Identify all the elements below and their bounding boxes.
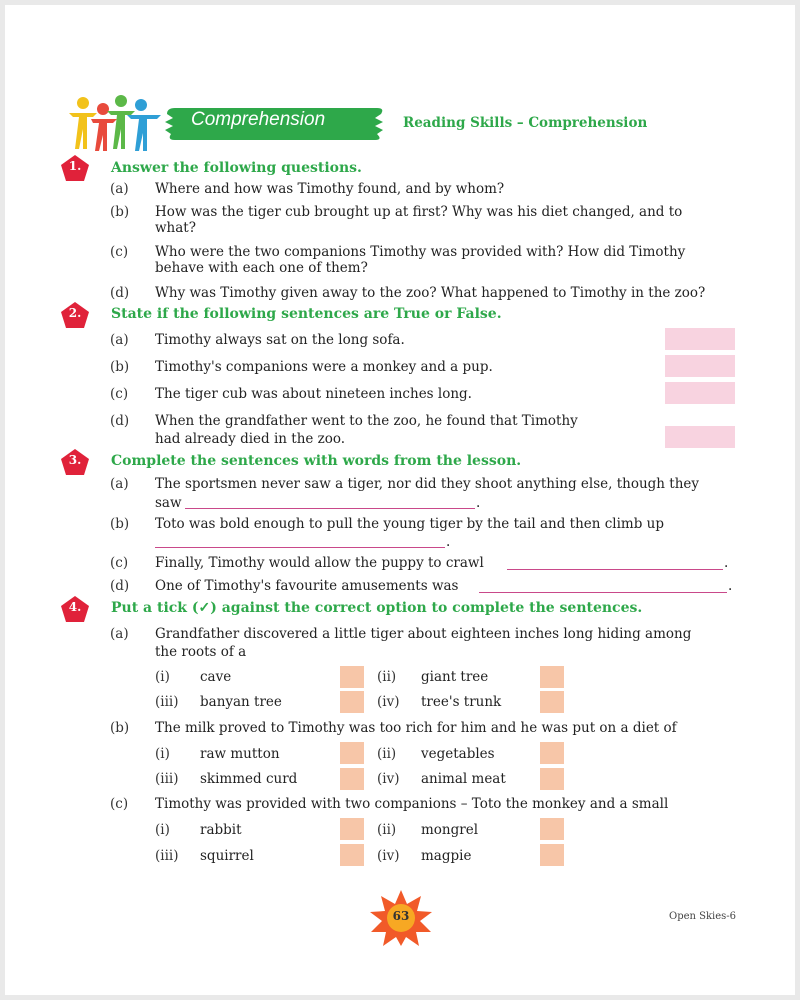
option-label: (iv) [377,694,400,710]
item-label: (d) [110,413,130,429]
tick-box[interactable] [540,768,564,790]
page-number: 63 [392,909,410,923]
question-text: Where and how was Timothy found, and by whom? [155,181,505,197]
option-text: rabbit [200,822,242,838]
option-label: (iv) [377,848,400,864]
worksheet-page [5,5,795,995]
tick-box[interactable] [340,768,364,790]
option-label: (i) [155,746,170,762]
option-label: (i) [155,669,170,685]
option-text: mongrel [421,822,479,838]
banner-label: Comprehension [191,109,326,130]
item-label: (b) [110,720,130,736]
option-label: (iii) [155,848,179,864]
item-label: (a) [110,181,129,197]
statement-text: The tiger cub was about nineteen inches long. [155,386,472,402]
option-label: (ii) [377,746,397,762]
question-text: Why was Timothy given away to the zoo? What happened to Timothy in the zoo? [155,285,706,301]
option-text: squirrel [200,848,254,864]
true-false-answer-box[interactable] [665,355,735,377]
tick-box[interactable] [340,818,364,840]
option-text: magpie [421,848,472,864]
statement-text: had already died in the zoo. [155,431,346,447]
item-label: (c) [110,244,129,260]
fill-in-blank[interactable] [185,507,475,509]
sentence-text: One of Timothy's favourite amusements was [155,578,459,594]
tick-box[interactable] [340,691,364,713]
question-number-badge: 4. [60,595,90,623]
question-text: Who were the two companions Timothy was provided with? How did Timothy [155,244,686,260]
item-label: (a) [110,476,129,492]
question-text: the roots of a [155,644,247,660]
question-text: The milk proved to Timothy was too rich for him and he was put on a diet of [155,720,677,736]
item-label: (d) [110,578,130,594]
option-label: (iv) [377,771,400,787]
option-label: (iii) [155,694,179,710]
section-title: Reading Skills – Comprehension [403,115,648,131]
option-label: (ii) [377,669,397,685]
question-text: Grandfather discovered a little tiger about eighteen inches long hiding among [155,626,692,642]
item-label: (a) [110,332,129,348]
sentence-end: . [724,555,729,571]
tick-box[interactable] [540,844,564,866]
tick-box[interactable] [340,844,364,866]
item-label: (b) [110,359,130,375]
q1-heading: Answer the following questions. [111,160,362,176]
fill-in-blank[interactable] [155,546,445,548]
item-label: (d) [110,285,130,301]
item-label: (c) [110,555,129,571]
book-title: Open Skies-6 [669,911,737,922]
option-label: (i) [155,822,170,838]
tick-box[interactable] [340,742,364,764]
sentence-text: saw [155,495,182,511]
question-text: what? [155,220,196,236]
sentence-end: . [476,495,481,511]
tick-box[interactable] [340,666,364,688]
tick-box[interactable] [540,691,564,713]
tick-box[interactable] [540,818,564,840]
q3-heading: Complete the sentences with words from the lesson. [111,453,522,469]
children-group-icon [65,93,165,155]
statement-text: Timothy always sat on the long sofa. [155,332,405,348]
true-false-answer-box[interactable] [665,382,735,404]
question-text: How was the tiger cub brought up at first? Why was his diet changed, and to [155,204,683,220]
statement-text: Timothy's companions were a monkey and a pup. [155,359,493,375]
option-text: giant tree [421,669,489,685]
question-number-badge: 1. [60,154,90,182]
tick-box[interactable] [540,666,564,688]
sentence-end: . [728,578,733,594]
option-label: (iii) [155,771,179,787]
question-text: Timothy was provided with two companions – Toto the monkey and a small [155,796,669,812]
option-text: banyan tree [200,694,282,710]
tick-box[interactable] [540,742,564,764]
q4-heading: Put a tick (✓) against the correct option to complete the sentences. [111,600,643,616]
statement-text: When the grandfather went to the zoo, he found that Timothy [155,413,578,429]
sentence-text: Toto was bold enough to pull the young tiger by the tail and then climb up [155,516,665,532]
sentence-text: The sportsmen never saw a tiger, nor did they shoot anything else, though they [155,476,700,492]
option-text: cave [200,669,232,685]
option-label: (ii) [377,822,397,838]
sentence-text: Finally, Timothy would allow the puppy to crawl [155,555,484,571]
fill-in-blank[interactable] [507,568,723,570]
item-label: (b) [110,516,130,532]
q2-heading: State if the following sentences are True or False. [111,306,502,322]
option-text: tree's trunk [421,694,502,710]
option-text: animal meat [421,771,506,787]
item-label: (c) [110,386,129,402]
option-text: vegetables [421,746,495,762]
question-text: behave with each one of them? [155,260,368,276]
true-false-answer-box[interactable] [665,426,735,448]
item-label: (c) [110,796,129,812]
question-number-badge: 2. [60,301,90,329]
sentence-end: . [446,534,451,550]
option-text: raw mutton [200,746,280,762]
true-false-answer-box[interactable] [665,328,735,350]
option-text: skimmed curd [200,771,298,787]
item-label: (a) [110,626,129,642]
fill-in-blank[interactable] [479,591,727,593]
item-label: (b) [110,204,130,220]
question-number-badge: 3. [60,448,90,476]
